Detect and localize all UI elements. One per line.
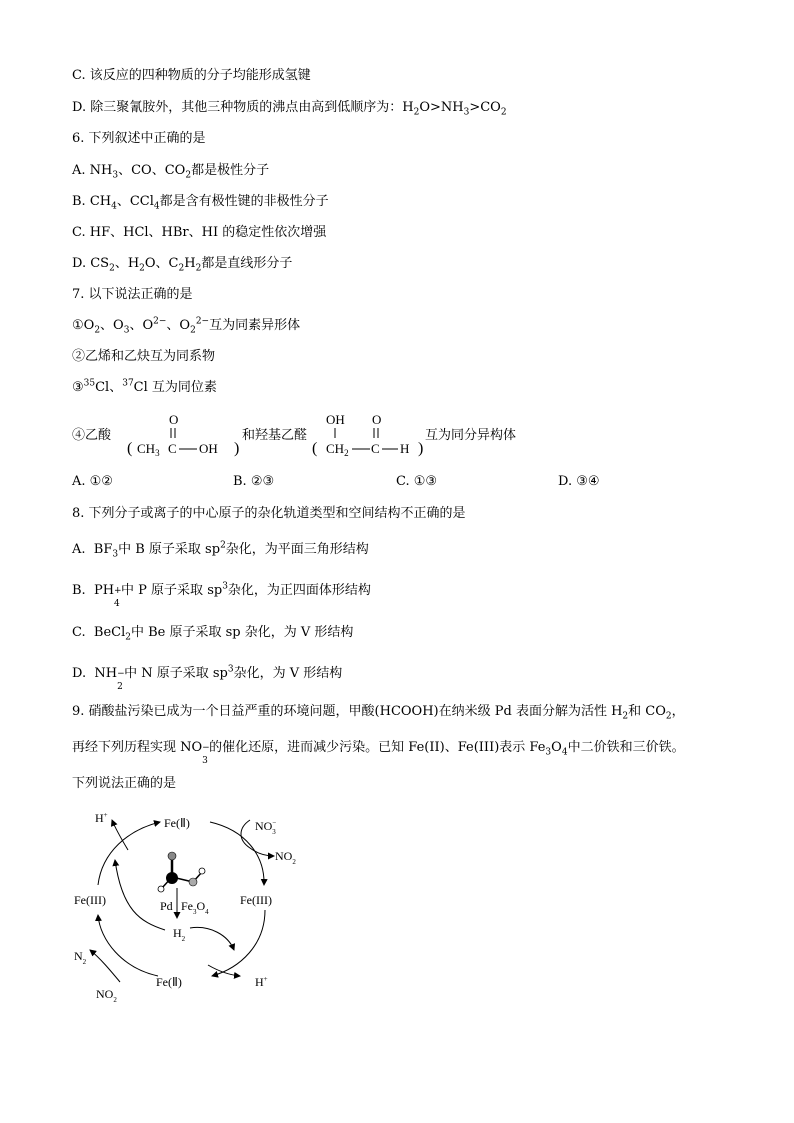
glycol-h: H	[400, 441, 410, 456]
q7-statement-4-prefix: ④乙酸	[72, 428, 112, 443]
q7-option-b: B. ②③	[233, 474, 275, 489]
paren-close: )	[234, 440, 240, 457]
fe3-left-label: Fe(III)	[74, 893, 106, 907]
no2-bottom-label: $NO_2$	[96, 987, 117, 1004]
q6-option-d: D. $CS_2$、$H_2O$、$C_2H_2$都是直线形分子	[72, 256, 293, 274]
q7-stem: 7. 以下说法正确的是	[72, 287, 193, 302]
paren-open-2: (	[312, 440, 318, 457]
atom-h-left	[158, 886, 164, 892]
pd-label: Pd	[160, 899, 173, 913]
atom-o-side	[189, 878, 197, 886]
q8-option-a: A. $BF_3$中 B 原子采取 $sp^2$杂化，为平面三角形结构	[72, 540, 369, 560]
acetic-o: O	[169, 412, 179, 427]
q6-option-c: C. HF、HCl、HBr、HI 的稳定性依次增强	[72, 225, 327, 240]
no3-label: NO− 3	[255, 819, 277, 836]
fe2-top-label: Fe(Ⅱ)	[164, 816, 190, 830]
glycol-o: O	[372, 412, 382, 427]
acetic-acid-structure	[112, 408, 242, 458]
h2-label: $H_2$	[173, 926, 186, 943]
hplus-top-label: H+	[95, 811, 108, 825]
fe3o4-label: $Fe_3O_4$	[181, 899, 209, 916]
q6-option-b: B. $CH_4$、CCl$_4$都是含有极性键的非极性分子	[72, 194, 329, 212]
q7-statement-4-suffix: 互为同分异构体	[425, 428, 517, 443]
q9-line-1: 9. 硝酸盐污染已成为一个日益严重的环境问题，甲酸(HCOOH)在纳米级 Pd 表面分解为活性 $H_2$和 $CO_2$，	[72, 704, 685, 722]
q7-option-c: C. ①③	[396, 474, 438, 489]
atom-o-top	[168, 852, 176, 860]
q5-option-d: D. 除三聚氰胺外，其他三种物质的沸点由高到低顺序为：$H_2O>NH_3>CO_2$	[72, 100, 507, 118]
q6-option-a: A. $NH_3$、CO、$CO_2$都是极性分子	[72, 163, 270, 181]
q8-option-c: C. BeCl$_2$中 Be 原子采取 sp 杂化，为 V 形结构	[72, 625, 354, 643]
glycolaldehyde-structure	[310, 408, 430, 458]
q6-stem: 6. 下列叙述中正确的是	[72, 131, 206, 146]
glycol-c: C	[371, 441, 380, 456]
hplus-bottom-label: H+	[255, 975, 268, 989]
glycol-ch2: $CH_2$	[326, 441, 349, 458]
no2-right-label: $NO_2$	[275, 849, 296, 866]
atom-h-top	[199, 868, 205, 874]
q9-line-2: 再经下列历程实现 NO − 3 的催化还原，进而减少污染。已知 Fe(II)、Fe(III)表示 $Fe_3O_4$中二价铁和三价铁。	[72, 740, 685, 766]
q7-statement-3: ③$^{35}$Cl、$^{37}$Cl 互为同位素	[72, 378, 217, 395]
fe3-right-label: Fe(III)	[240, 893, 272, 907]
catalytic-cycle-diagram	[60, 800, 320, 1010]
q7-option-d: D. ③④	[558, 474, 600, 489]
q8-option-b: B. PH + 4 中 P 原子采取 $sp^3$杂化，为正四面体形结构	[72, 581, 371, 609]
acetic-c: C	[168, 441, 177, 456]
q9-line-3: 下列说法正确的是	[72, 776, 177, 791]
q7-statement-1: $①O_2$、$O_3$、$O^{2-}$、$O_2^{2-}$互为同素异形体	[72, 316, 301, 336]
n2-label: $N_2$	[74, 949, 87, 966]
atom-c	[166, 872, 178, 884]
q8-option-d: D. NH − 2 中 N 原子采取 $sp^3$杂化，为 V 形结构	[72, 664, 343, 692]
q7-statement-2: ②乙烯和乙炔互为同系物	[72, 349, 216, 364]
fe2-bottom-label: Fe(Ⅱ)	[156, 975, 182, 989]
acetic-oh: OH	[199, 441, 218, 456]
paren-close-2: )	[418, 440, 424, 457]
paren-open: (	[127, 440, 133, 457]
glycol-oh: OH	[326, 412, 345, 427]
q5-option-c: C. 该反应的四种物质的分子均能形成氢键	[72, 68, 311, 83]
q7-statement-4-mid: 和羟基乙醛	[242, 428, 308, 443]
q7-option-a: A. ①②	[72, 474, 113, 489]
q8-stem: 8. 下列分子或离子的中心原子的杂化轨道类型和空间结构不正确的是	[72, 506, 466, 521]
acetic-ch3: $CH_3$	[137, 441, 160, 458]
